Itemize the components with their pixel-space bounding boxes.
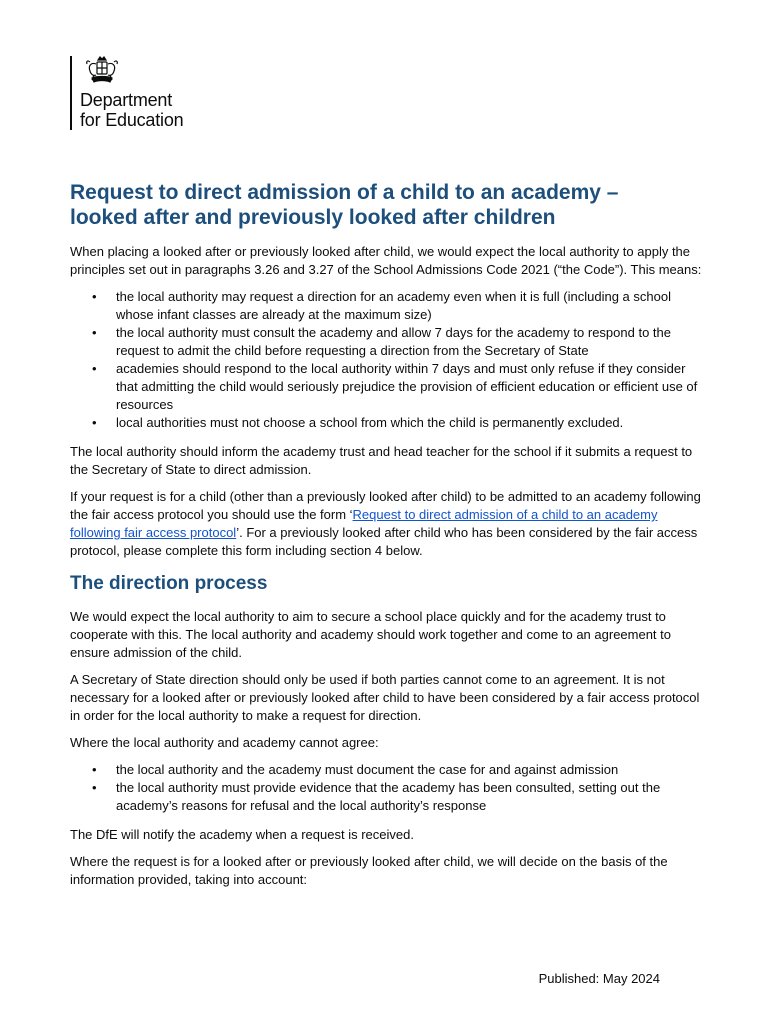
direction-paragraph-4: The DfE will notify the academy when a request is received. (70, 827, 414, 842)
list-item: • local authorities must not choose a school from which the child is permanently excluded. (70, 414, 702, 432)
department-name (80, 90, 183, 130)
department-name-line2: for Education (80, 110, 184, 130)
royal-crest-icon (82, 56, 122, 86)
inform-paragraph: The local authority should inform the academy trust and head teacher for the school if it submits a request to the Secretary of State to direct admission. (70, 444, 693, 477)
fair-access-text-before: If your request is for a child (other than a previously looked after child) to be admitted to an academy following the fair access protocol you should use the form ‘ (70, 489, 701, 522)
list-item: • academies should respond to the local authority within 7 days and must only refuse if they consider that admitting the child would seriously prejudice the provision of efficient education or efficient use of resources (70, 360, 702, 414)
fair-access-paragraph (70, 488, 702, 560)
direction-paragraph-1: We would expect the local authority to aim to secure a school place quickly and for the academy trust to cooperate with this. The local authority and academy should work together and come to an agreement to ensure admission of the child. (70, 609, 672, 660)
direction-bullet-list (70, 761, 702, 815)
list-item: • the local authority must consult the academy and allow 7 days for the academy to respond to the request to admit the child before requesting a direction from the Secretary of State (70, 324, 702, 360)
dfe-logo (70, 56, 183, 130)
direction-paragraph-3: Where the local authority and academy cannot agree: (70, 735, 379, 750)
section-heading-direction-process: The direction process (70, 573, 268, 594)
department-name-line1: Department (80, 90, 173, 110)
intro-paragraph: When placing a looked after or previously looked after child, we would expect the local authority to apply the principles set out in paragraphs 3.26 and 3.27 of the School Admissions Code 2021 (“the Code”). This means: (70, 244, 702, 277)
page-title-line1: Request to direct admission of a child to an academy – (70, 181, 619, 204)
fair-access-text-after: ’. For a previously looked after child who has been considered by the fair access protocol, please complete this form including section 4 below. (70, 525, 698, 558)
fair-access-form-link[interactable]: Request to direct admission of a child to an academy following fair access protocol (70, 507, 658, 540)
list-item: • the local authority and the academy must document the case for and against admission (70, 761, 702, 779)
published-date: Published: May 2024 (538, 971, 660, 986)
intro-bullet-list (70, 288, 702, 432)
page-title-line2: looked after and previously looked after children (70, 206, 556, 229)
direction-paragraph-5: Where the request is for a looked after or previously looked after child, we will decide on the basis of the information provided, taking into account: (70, 854, 668, 887)
page-title (70, 180, 702, 230)
document-body (70, 180, 702, 898)
direction-paragraph-2: A Secretary of State direction should only be used if both parties cannot come to an agreement. It is not necessary for a looked after or previously looked after child to have been considered by a fair access protocol in order for the local authority to make a request for direction. (70, 672, 700, 723)
list-item: • the local authority must provide evidence that the academy has been consulted, setting out the academy’s reasons for refusal and the local authority’s response (70, 779, 702, 815)
list-item: • the local authority may request a direction for an academy even when it is full (including a school whose infant classes are already at the maximum size) (70, 288, 702, 324)
